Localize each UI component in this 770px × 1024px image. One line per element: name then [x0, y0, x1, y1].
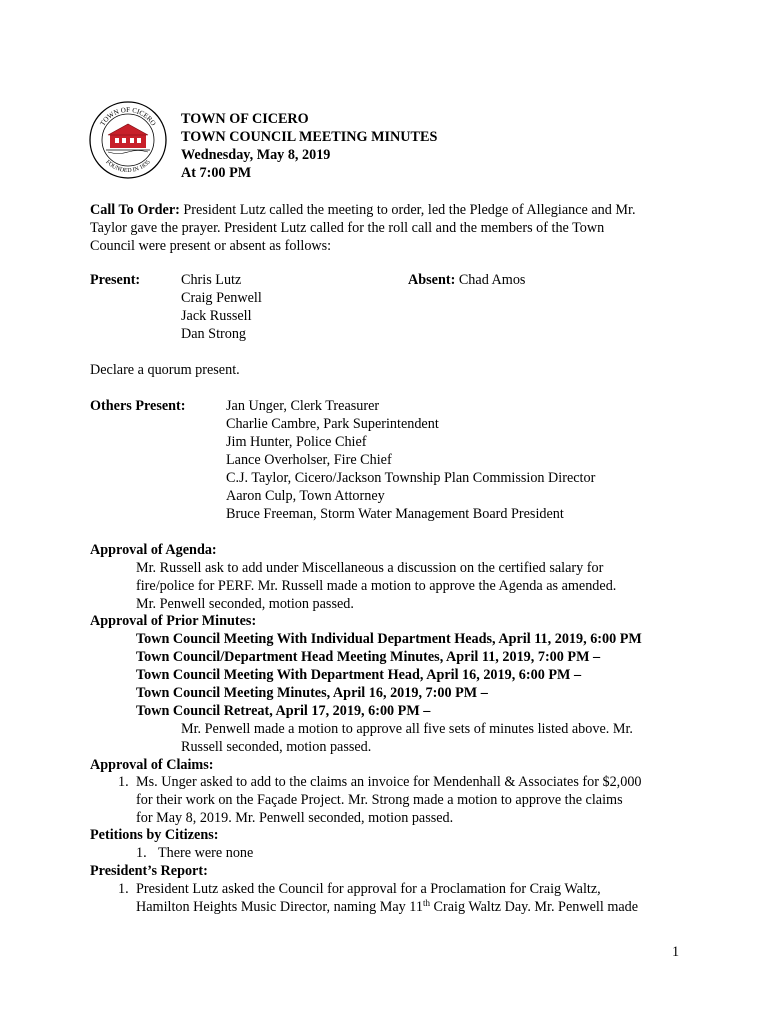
call-to-order-text-2: Taylor gave the prayer. President Lutz called for the roll call and the members of the Town [90, 220, 605, 236]
absent-label: Absent: [408, 272, 456, 288]
claims-text: for their work on the Façade Project. Mr. Strong made a motion to approve the claims [136, 792, 623, 808]
prior-minutes-item: Town Council Meeting Minutes, April 16, 2019, 7:00 PM – [136, 685, 488, 701]
prior-minutes-item: Town Council Retreat, April 17, 2019, 6:00 PM – [136, 703, 431, 719]
present-member: Jack Russell [181, 308, 252, 324]
present-label: Present: [90, 272, 141, 288]
petitions-heading: Petitions by Citizens: [90, 827, 219, 843]
quorum-statement: Declare a quorum present. [90, 362, 240, 378]
president-report-heading: President’s Report: [90, 863, 208, 879]
page-number: 1 [672, 944, 680, 960]
header-date: Wednesday, May 8, 2019 [181, 147, 331, 163]
president-report-text-2: Hamilton Heights Music Director, naming May 11th Craig Waltz Day. Mr. Penwell made [136, 898, 639, 915]
prior-minutes-item: Town Council Meeting With Individual Department Heads, April 11, 2019, 6:00 PM [136, 631, 642, 647]
town-seal-logo [88, 100, 168, 180]
others-present-name: Lance Overholser, Fire Chief [226, 452, 392, 468]
prior-minutes-motion: Mr. Penwell made a motion to approve all five sets of minutes listed above. Mr. [181, 721, 633, 737]
petitions-list-number: 1. [136, 845, 147, 861]
claims-text: for May 8, 2019. Mr. Penwell seconded, motion passed. [136, 810, 454, 826]
claims-text: Ms. Unger asked to add to the claims an invoice for Mendenhall & Associates for $2,000 [136, 774, 642, 790]
call-to-order-label: Call To Order: [90, 202, 180, 218]
prior-minutes-item: Town Council/Department Head Meeting Minutes, April 11, 2019, 7:00 PM – [136, 649, 601, 665]
petitions-text: There were none [158, 845, 254, 861]
svg-text:TOWN OF CICERO: TOWN OF CICERO [98, 105, 158, 128]
seal-building-drawing [106, 124, 150, 154]
agenda-text: Mr. Penwell seconded, motion passed. [136, 596, 354, 612]
call-to-order-text-1: President Lutz called the meeting to order, led the Pledge of Allegiance and Mr. [183, 202, 636, 218]
header-document-title: TOWN COUNCIL MEETING MINUTES [181, 129, 438, 145]
others-present-name: C.J. Taylor, Cicero/Jackson Township Plan Commission Director [226, 470, 596, 486]
present-member: Dan Strong [181, 326, 247, 342]
agenda-heading: Approval of Agenda: [90, 542, 217, 558]
others-present-name: Jan Unger, Clerk Treasurer [226, 398, 380, 414]
header-town-name: TOWN OF CICERO [181, 111, 309, 127]
call-to-order-text-3: Council were present or absent as follows: [90, 238, 332, 254]
agenda-text: Mr. Russell ask to add under Miscellaneous a discussion on the certified salary for [136, 560, 604, 576]
claims-heading: Approval of Claims: [90, 757, 214, 773]
others-present-name: Jim Hunter, Police Chief [226, 434, 367, 450]
absent-member: Chad Amos [458, 272, 526, 288]
prior-minutes-item: Town Council Meeting With Department Head, April 16, 2019, 6:00 PM – [136, 667, 582, 683]
president-report-text-1: President Lutz asked the Council for approval for a Proclamation for Craig Waltz, [136, 881, 601, 897]
header-time: At 7:00 PM [181, 165, 252, 181]
prior-minutes-heading: Approval of Prior Minutes: [90, 613, 257, 629]
prior-minutes-motion: Russell seconded, motion passed. [181, 739, 372, 755]
call-to-order-line-1 [90, 201, 636, 219]
claims-list-number: 1. [118, 774, 129, 790]
agenda-text: fire/police for PERF. Mr. Russell made a motion to approve the Agenda as amended. [136, 578, 617, 594]
present-member: Chris Lutz [181, 272, 242, 288]
others-present-name: Aaron Culp, Town Attorney [226, 488, 385, 504]
others-present-label: Others Present: [90, 398, 186, 414]
others-present-name: Bruce Freeman, Storm Water Management Board President [226, 506, 564, 522]
others-present-name: Charlie Cambre, Park Superintendent [226, 416, 439, 432]
present-member: Craig Penwell [181, 290, 262, 306]
svg-text:FOUNDED IN 1835: FOUNDED IN 1835 [104, 159, 152, 175]
absent-line [408, 271, 525, 289]
president-report-list-number: 1. [118, 881, 129, 897]
